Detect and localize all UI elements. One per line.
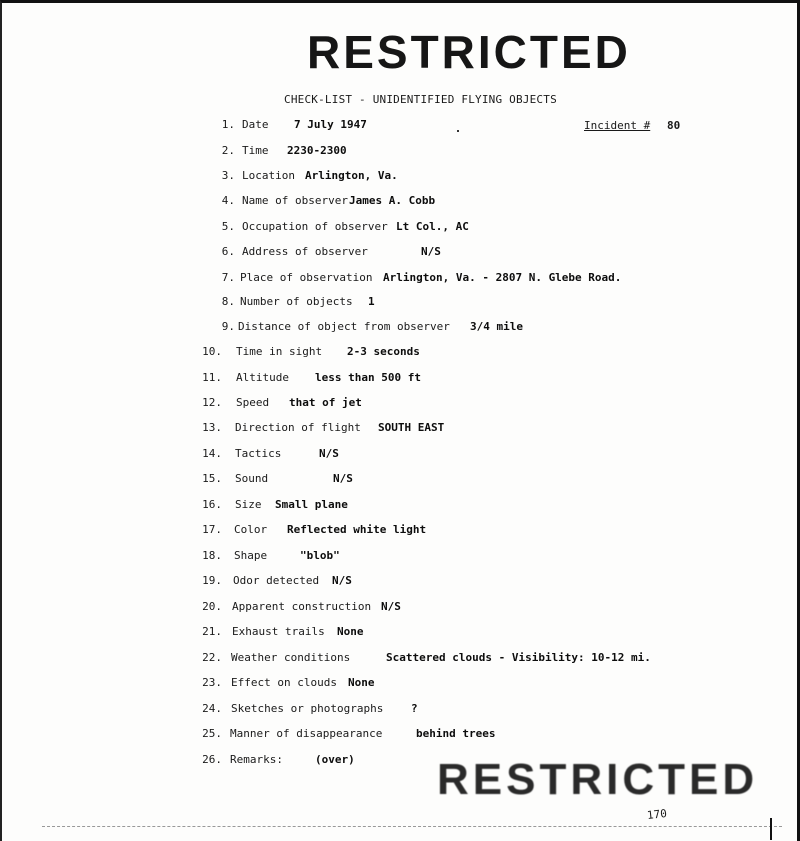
item-number: 3.: [221, 169, 235, 182]
item-value: 1: [368, 295, 375, 308]
page-number: 170: [646, 806, 668, 823]
item-value: N/S: [319, 447, 339, 460]
item-number: 24.: [202, 702, 222, 715]
item-label: Place of observation: [240, 271, 373, 284]
item-value: behind trees: [416, 727, 496, 740]
document-title: CHECK-LIST - UNIDENTIFIED FLYING OBJECTS: [284, 93, 557, 106]
item-number: 8.: [221, 295, 235, 308]
item-value: 2230-2300: [287, 144, 347, 157]
item-number: 19.: [202, 574, 222, 587]
item-value: that of jet: [289, 396, 362, 409]
item-number: 6.: [221, 245, 235, 258]
item-number: 1.: [221, 118, 235, 131]
item-label: Occupation of observer: [242, 220, 388, 233]
item-number: 25.: [202, 727, 222, 740]
margin-mark: [770, 818, 772, 840]
page-edge-line: [42, 826, 782, 827]
item-label: Odor detected: [233, 574, 320, 587]
item-label: Speed: [236, 396, 270, 409]
restricted-stamp-top: RESTRICTED: [307, 26, 631, 78]
item-number: 26.: [202, 753, 222, 766]
item-label: Direction of flight: [235, 421, 361, 434]
item-value: None: [337, 625, 364, 638]
item-number: 17.: [202, 523, 222, 536]
item-value: N/S: [333, 472, 353, 485]
item-value: 3/4 mile: [470, 320, 523, 333]
item-label: Remarks:: [230, 753, 283, 766]
item-label: Date: [242, 118, 269, 131]
item-label: Apparent construction: [232, 600, 372, 613]
item-value: Scattered clouds - Visibility: 10-12 mi.: [386, 651, 651, 664]
item-label: Name of observer: [242, 194, 348, 207]
item-label: Shape: [234, 549, 268, 562]
item-label: Altitude: [236, 371, 289, 384]
item-number: 5.: [221, 220, 235, 233]
item-value: SOUTH EAST: [378, 421, 445, 434]
item-number: 14.: [202, 447, 222, 460]
item-number: 9.: [221, 320, 235, 333]
item-number: 20.: [202, 600, 222, 613]
item-value: Reflected white light: [287, 523, 427, 536]
item-label: Effect on clouds: [231, 676, 337, 689]
item-label: Tactics: [235, 447, 282, 460]
item-value: N/S: [381, 600, 401, 613]
item-number: 2.: [221, 144, 235, 157]
item-number: 12.: [202, 396, 222, 409]
item-value: Lt Col., AC: [396, 220, 469, 233]
item-label: Sound: [235, 472, 269, 485]
item-value: "blob": [300, 549, 340, 562]
item-label: Number of objects: [240, 295, 353, 308]
ink-speck: [457, 130, 459, 132]
item-number: 7.: [221, 271, 235, 284]
item-value: Arlington, Va. - 2807 N. Glebe Road.: [383, 271, 622, 284]
item-number: 15.: [202, 472, 222, 485]
item-label: Weather conditions: [231, 651, 351, 664]
item-value: N/S: [421, 245, 441, 258]
item-value: ?: [411, 702, 418, 715]
item-label: Distance of object from observer: [238, 320, 450, 333]
item-label: Time: [242, 144, 269, 157]
item-value: James A. Cobb: [349, 194, 436, 207]
item-number: 13.: [202, 421, 222, 434]
item-label: Address of observer: [242, 245, 368, 258]
item-number: 16.: [202, 498, 222, 511]
incident-number: 80: [667, 119, 681, 132]
item-label: Exhaust trails: [232, 625, 325, 638]
item-number: 4.: [221, 194, 235, 207]
item-number: 11.: [202, 371, 222, 384]
item-number: 22.: [202, 651, 222, 664]
restricted-stamp-bottom: RESTRICTED: [437, 755, 759, 804]
item-label: Location: [242, 169, 295, 182]
item-number: 23.: [202, 676, 222, 689]
item-label: Sketches or photographs: [231, 702, 384, 715]
item-value: Arlington, Va.: [305, 169, 398, 182]
item-label: Manner of disappearance: [230, 727, 383, 740]
item-value: (over): [315, 753, 355, 766]
item-label: Time in sight: [236, 345, 323, 358]
item-value: less than 500 ft: [315, 371, 421, 384]
item-number: 10.: [202, 345, 222, 358]
item-value: Small plane: [275, 498, 348, 511]
item-value: 7 July 1947: [294, 118, 367, 131]
item-number: 18.: [202, 549, 222, 562]
item-label: Size: [235, 498, 262, 511]
item-label: Color: [234, 523, 268, 536]
incident-label: Incident #: [584, 119, 651, 132]
item-value: 2-3 seconds: [347, 345, 420, 358]
item-value: None: [348, 676, 375, 689]
item-value: N/S: [332, 574, 352, 587]
item-number: 21.: [202, 625, 222, 638]
